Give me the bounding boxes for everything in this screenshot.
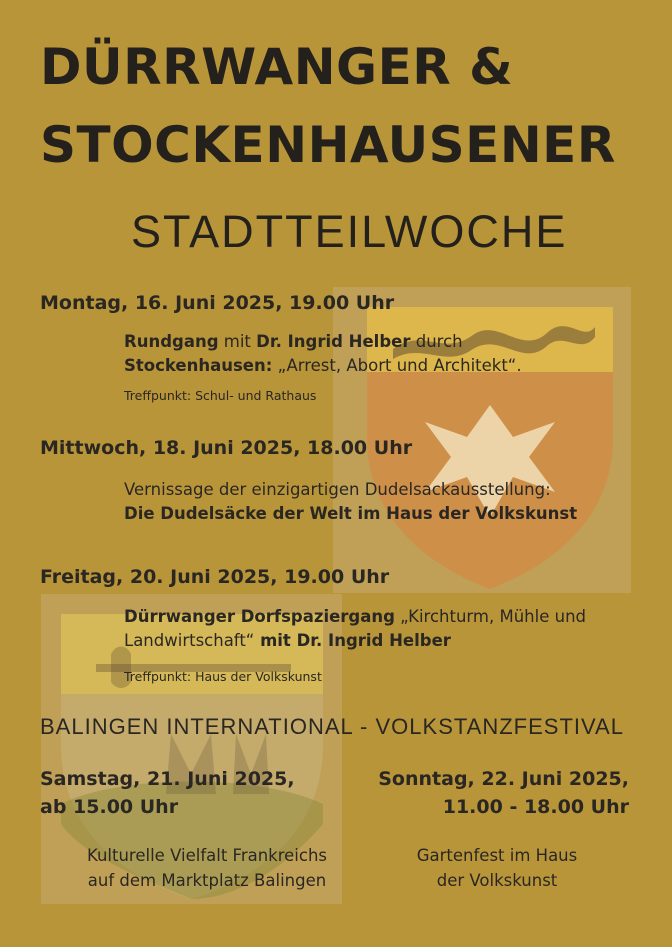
festival-saturday-date [40,765,295,821]
event-friday-topic-a: „Kirchturm, Mühle und [394,607,587,626]
event-meeting-friday: Treffpunkt: Haus der Volkskunst [124,669,322,684]
title-line-2: STOCKENHAUSENER [40,116,616,174]
event-wednesday-line2: Die Dudelsäcke der Welt im Haus der Volkskunst [124,504,578,523]
event-friday-title: Dürrwanger Dorfspaziergang [124,607,395,626]
event-monday-text-c: Dr. Ingrid Helber [256,332,411,351]
event-description-monday [124,330,522,378]
saturday-desc-line2: auf dem Marktplatz Balingen [87,871,327,890]
event-friday-topic-b: Landwirtschaft“ [124,631,255,650]
sunday-date-line1: Sonntag, 22. Juni 2025, [378,768,629,790]
event-monday-topic: „Arrest, Abort und Architekt“. [272,356,522,375]
event-monday-location: Stockenhausen: [124,356,273,375]
event-date-wednesday: Mittwoch, 18. Juni 2025, 18.00 Uhr [40,437,413,459]
event-friday-guide: mit Dr. Ingrid Helber [254,631,451,650]
event-wednesday-line1: Vernissage der einzigartigen Dudelsackausstellung: [124,480,551,499]
event-description-friday [124,605,586,653]
festival-saturday-description [40,843,374,893]
event-meeting-monday: Treffpunkt: Schul- und Rathaus [124,388,317,403]
event-monday-text-b: mit [218,332,257,351]
saturday-date-line1: Samstag, 21. Juni 2025, [40,768,295,790]
festival-heading: BALINGEN INTERNATIONAL - VOLKSTANZFESTIVAL [40,714,624,739]
event-date-friday: Freitag, 20. Juni 2025, 19.00 Uhr [40,566,390,588]
sunday-desc-line1: Gartenfest im Haus [416,846,578,865]
festival-sunday-description [398,843,596,893]
saturday-desc-line1: Kulturelle Vielfalt Frankreichs [86,846,328,865]
sunday-desc-line2: der Volkskunst [436,871,558,890]
festival-sunday-date [378,765,629,821]
event-monday-text-a: Rundgang [124,332,219,351]
event-date-monday: Montag, 16. Juni 2025, 19.00 Uhr [40,292,395,314]
sunday-date-line2: 11.00 - 18.00 Uhr [442,796,629,818]
title-line-1: DÜRRWANGER & [40,38,514,96]
event-monday-text-d: durch [410,332,463,351]
subtitle: STADTTEILWOCHE [131,206,568,257]
event-description-wednesday [124,478,577,526]
saturday-date-line2: ab 15.00 Uhr [40,796,179,818]
